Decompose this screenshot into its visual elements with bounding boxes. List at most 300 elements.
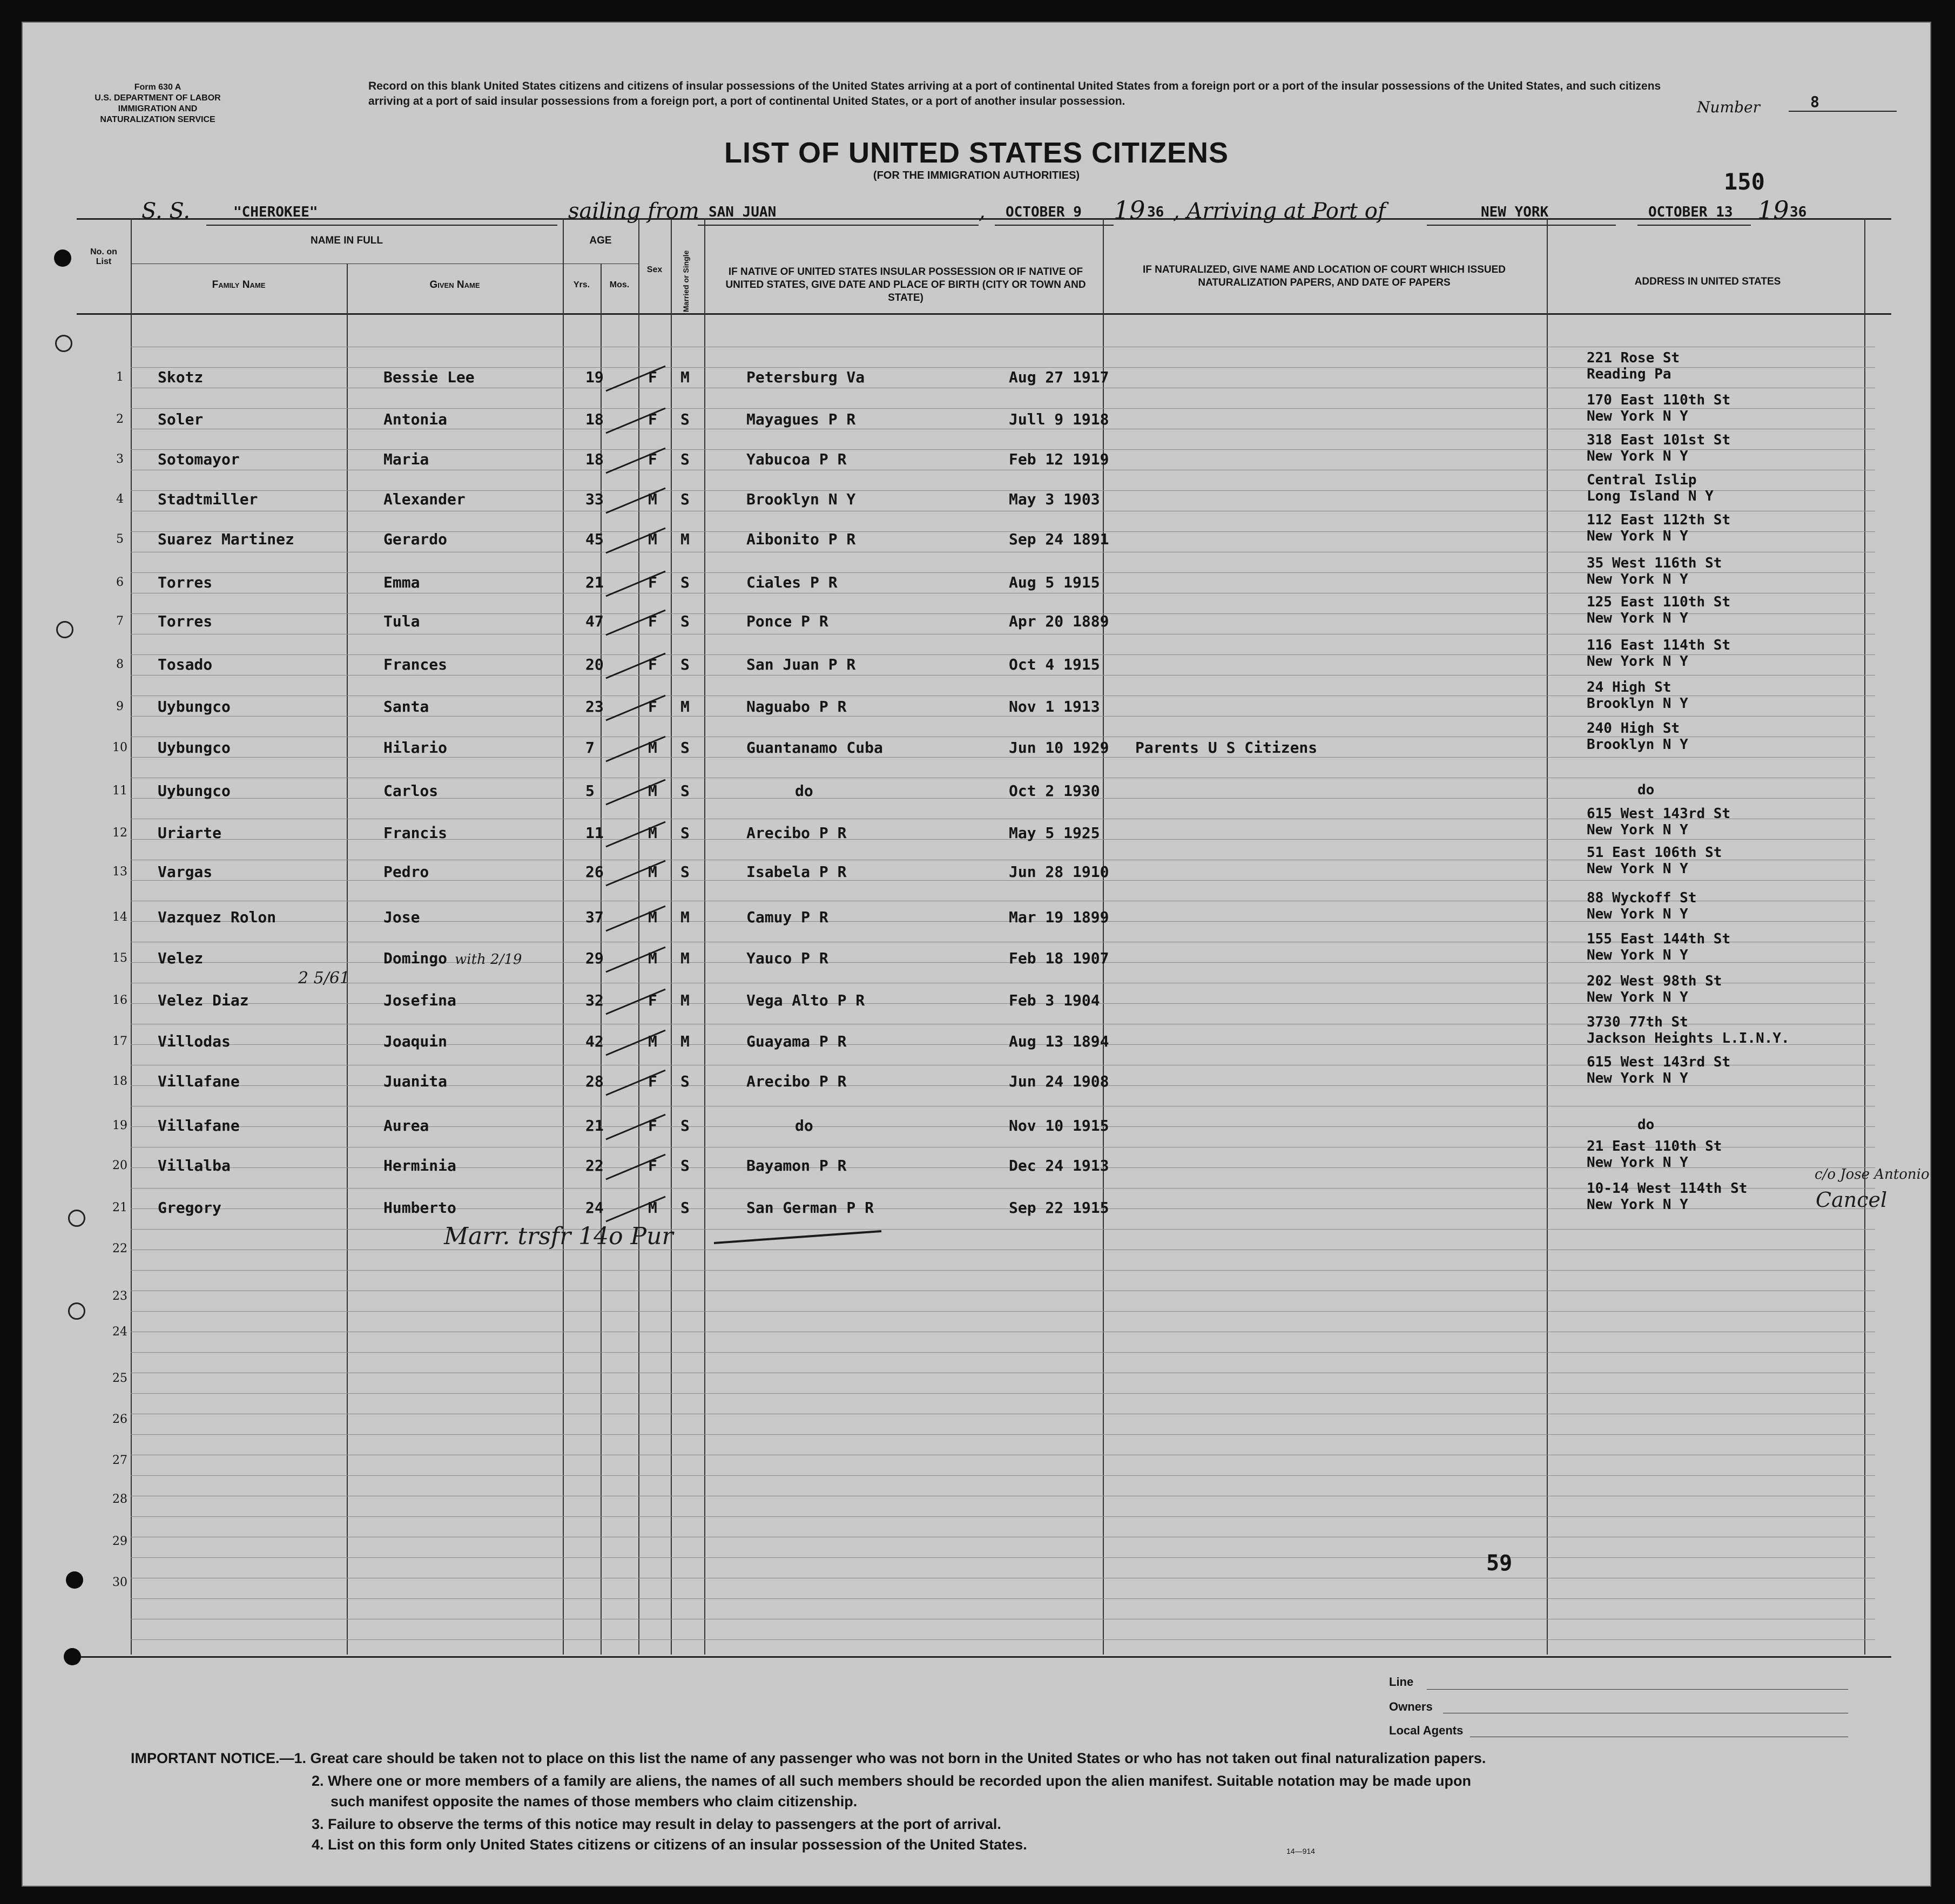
row-number: 27 xyxy=(112,1454,127,1467)
ruled-line xyxy=(131,675,1875,676)
departure-date: OCTOBER 9 xyxy=(1006,204,1082,220)
family-name-cell: Uybungco xyxy=(158,739,231,757)
age-cell: 21 xyxy=(585,1117,604,1135)
birth-date-cell: Jun 28 1910 xyxy=(1009,863,1109,881)
birthplace-cell: Mayagues P R xyxy=(746,410,856,428)
family-name-cell: Uybungco xyxy=(158,698,231,715)
sex-cell: F xyxy=(648,612,657,630)
marital-status-cell: S xyxy=(680,1117,690,1135)
tick-mark xyxy=(606,1030,665,1055)
birthplace-cell: Petersburg Va xyxy=(746,368,865,386)
given-name-cell: Gerardo xyxy=(383,530,448,548)
marital-status-cell: M xyxy=(680,949,690,967)
address-line2-cell: Brooklyn N Y xyxy=(1587,737,1688,753)
form-id-line: NATURALIZATION SERVICE xyxy=(100,115,215,124)
marital-status-cell: S xyxy=(680,450,690,468)
age-cell: 18 xyxy=(585,410,604,428)
marital-status-cell: S xyxy=(680,739,690,757)
birthplace-cell: Arecibo P R xyxy=(746,1072,847,1090)
intro-instructions: Record on this blank United States citizens and citizens of insular possessions of the United States arriving at a port of continental United States from a foreign port or a port of the insular possessions of the United States, and such citizens arriving at a port of said insular possessions from a foreign port, a port of continental United States, or a port of another insular possession. xyxy=(368,80,1661,107)
ss-label: S. S. xyxy=(141,199,191,224)
sex-cell: F xyxy=(648,450,657,468)
row-number: 13 xyxy=(112,865,127,879)
address-line2-cell: Long Island N Y xyxy=(1587,488,1714,504)
tick-mark xyxy=(606,653,665,678)
marital-status-cell: S xyxy=(680,1199,690,1217)
birth-date-cell: Aug 13 1894 xyxy=(1009,1032,1109,1050)
number-label: Number xyxy=(1697,98,1760,116)
page-subtitle: (FOR THE IMMIGRATION AUTHORITIES) xyxy=(873,170,1080,181)
sex-cell: F xyxy=(648,1117,657,1135)
ruled-line xyxy=(131,716,1875,717)
given-name-cell: Hilario xyxy=(383,739,448,757)
given-name-cell: Humberto xyxy=(383,1199,456,1217)
address-line1-cell: 10-14 West 114th St xyxy=(1587,1180,1748,1197)
birthplace-cell: do xyxy=(795,1117,813,1135)
form-id-line: U.S. DEPARTMENT OF LABOR xyxy=(95,93,221,103)
address-line2-cell: New York N Y xyxy=(1587,822,1688,838)
row-number: 6 xyxy=(116,576,124,589)
marital-status-cell: S xyxy=(680,656,690,673)
ruled-line xyxy=(131,1639,1875,1640)
birth-date-cell: Jun 10 1929 xyxy=(1009,739,1109,757)
address-line2-cell: New York N Y xyxy=(1587,861,1688,877)
col-header-naturalized: IF NATURALIZED, GIVE NAME AND LOCATION OF COURT WHICH ISSUED NATURALIZATION PAPERS, AND DATE OF PAPERS xyxy=(1142,264,1506,288)
given-name-cell: Tula xyxy=(383,612,420,630)
birthplace-cell: Bayamon P R xyxy=(746,1157,847,1174)
family-name-cell: Gregory xyxy=(158,1199,222,1217)
given-name-cell: Herminia xyxy=(383,1157,456,1174)
tick-mark xyxy=(606,528,665,553)
tick-mark xyxy=(606,1115,665,1139)
family-name-cell: Vargas xyxy=(158,863,213,881)
from-port: SAN JUAN xyxy=(709,204,777,220)
row-number: 7 xyxy=(116,615,124,628)
sex-cell: F xyxy=(648,1157,657,1174)
address-line2-cell: New York N Y xyxy=(1587,571,1688,588)
tick-mark xyxy=(606,571,665,596)
given-name-cell: Santa xyxy=(383,698,429,715)
given-name-cell: Juanita xyxy=(383,1072,448,1090)
punch-hole xyxy=(68,1210,85,1227)
col-header-birth: IF NATIVE OF UNITED STATES INSULAR POSSESSION OR IF NATIVE OF UNITED STATES, GIVE DATE AND PLACE OF BIRTH (CITY OR TOWN AND STATE) xyxy=(725,266,1086,303)
sex-cell: M xyxy=(648,782,657,800)
age-cell: 11 xyxy=(585,824,604,842)
given-name-cell: Francis xyxy=(383,824,448,842)
address-line1-cell: 21 East 110th St xyxy=(1587,1138,1722,1154)
birth-date-cell: Mar 19 1899 xyxy=(1009,908,1109,926)
address-line2-cell: New York N Y xyxy=(1587,528,1688,544)
birthplace-cell: Camuy P R xyxy=(746,908,828,926)
handwritten-note-row21-address: c/o Jose Antonio xyxy=(1815,1166,1930,1183)
address-line1-cell: 155 East 144th St xyxy=(1587,931,1731,947)
row-number: 9 xyxy=(116,700,124,713)
important-notice xyxy=(131,1748,1486,1768)
marital-status-cell: S xyxy=(680,490,690,508)
row-number: 5 xyxy=(116,532,124,546)
address-line1-cell: 35 West 116th St xyxy=(1587,555,1722,571)
col-header-address: ADDRESS IN UNITED STATES xyxy=(1634,276,1781,287)
col-header-family: Family Name xyxy=(212,279,266,291)
naturalization-cell: Parents U S Citizens xyxy=(1135,739,1318,757)
row-number: 20 xyxy=(112,1159,127,1172)
given-name-cell: Domingo xyxy=(383,949,448,967)
footer-owners-label: Owners xyxy=(1389,1700,1433,1713)
row-number: 4 xyxy=(116,492,124,506)
tick-mark xyxy=(606,488,665,513)
tick-mark xyxy=(606,696,665,720)
tick-mark xyxy=(606,448,665,473)
family-name-cell: Uybungco xyxy=(158,782,231,800)
birth-date-cell: Apr 20 1889 xyxy=(1009,612,1109,630)
family-name-cell: Torres xyxy=(158,612,213,630)
given-name-cell: Frances xyxy=(383,656,448,673)
row-number: 15 xyxy=(112,951,127,965)
address-line2-cell: Reading Pa xyxy=(1587,366,1671,382)
ruled-line xyxy=(131,1311,1875,1312)
tick-marks xyxy=(601,314,709,1232)
row-number: 24 xyxy=(112,1325,127,1339)
age-cell: 28 xyxy=(585,1072,604,1090)
address-line1-cell: 125 East 110th St xyxy=(1587,594,1731,610)
footer-line-label: Line xyxy=(1389,1675,1414,1689)
row-number: 16 xyxy=(112,994,127,1007)
age-cell: 5 xyxy=(585,782,595,800)
col-header-sex: Sex xyxy=(646,265,663,274)
address-line2-cell: New York N Y xyxy=(1587,1197,1688,1213)
row-number: 26 xyxy=(112,1413,127,1426)
address-line1-cell: 318 East 101st St xyxy=(1587,432,1731,448)
ruled-line xyxy=(131,1229,1875,1230)
handwritten-cancel: Cancel xyxy=(1816,1188,1887,1212)
col-header-age: AGE xyxy=(589,235,612,246)
notice-item: —1. Great care should be taken not to place on this list the name of any passenger who was not born in the United States or who has not taken out final naturalization papers. xyxy=(279,1750,1486,1766)
row-number: 12 xyxy=(112,826,127,840)
family-name-cell: Velez Diaz xyxy=(158,991,249,1009)
col-header-given: Given Name xyxy=(429,279,480,291)
age-cell: 24 xyxy=(585,1199,604,1217)
address-line1-cell: 202 West 98th St xyxy=(1587,973,1722,989)
row-number: 17 xyxy=(112,1035,127,1048)
comma: , xyxy=(979,199,986,224)
tick-mark xyxy=(606,737,665,761)
given-name-cell: Carlos xyxy=(383,782,439,800)
tick-mark xyxy=(606,610,665,635)
age-cell: 26 xyxy=(585,863,604,881)
age-cell: 47 xyxy=(585,612,604,630)
form-id-line: Form 630 A xyxy=(134,83,181,92)
address-line1-cell: Central Islip xyxy=(1587,472,1697,488)
family-name-cell: Sotomayor xyxy=(158,450,240,468)
birthplace-cell: Guayama P R xyxy=(746,1032,847,1050)
address-line1-cell: 51 East 106th St xyxy=(1587,845,1722,861)
address-line2-cell: New York N Y xyxy=(1587,1070,1688,1086)
sex-cell: M xyxy=(648,1199,657,1217)
address-line1-cell: do xyxy=(1637,782,1655,798)
row-number: 10 xyxy=(112,741,127,754)
row-number: 29 xyxy=(112,1535,127,1548)
punch-hole xyxy=(56,621,73,638)
family-name-cell: Villafane xyxy=(158,1072,240,1090)
sex-cell: M xyxy=(648,1032,657,1050)
notice-item: such manifest opposite the names of those members who claim citizenship. xyxy=(331,1793,858,1810)
sex-cell: F xyxy=(648,698,657,715)
birthplace-cell: San German P R xyxy=(746,1199,874,1217)
row-number: 8 xyxy=(116,658,124,671)
age-cell: 45 xyxy=(585,530,604,548)
age-cell: 7 xyxy=(585,739,595,757)
age-cell: 29 xyxy=(585,949,604,967)
arrival-year-prefix: 19 xyxy=(1757,195,1789,225)
tick-mark xyxy=(606,861,665,886)
address-line2-cell: New York N Y xyxy=(1587,906,1688,922)
given-name-cell: Joaquin xyxy=(383,1032,448,1050)
tick-mark xyxy=(606,822,665,847)
punch-hole xyxy=(66,1571,83,1589)
ruled-line xyxy=(131,1516,1875,1517)
age-cell: 42 xyxy=(585,1032,604,1050)
number-value: 8 xyxy=(1789,93,1897,112)
tick-mark xyxy=(606,906,665,931)
address-line1-cell: 170 East 110th St xyxy=(1587,392,1731,408)
stamp-number: 59 xyxy=(1486,1551,1513,1576)
row-number: 2 xyxy=(116,413,124,426)
row-number: 1 xyxy=(116,370,124,384)
address-line1-cell: 240 High St xyxy=(1587,720,1680,737)
row-number: 22 xyxy=(112,1242,127,1255)
address-line1-cell: 116 East 114th St xyxy=(1587,637,1731,653)
ruled-line xyxy=(131,757,1875,758)
col-header-married: Married or Single xyxy=(682,250,690,312)
address-line2-cell: New York N Y xyxy=(1587,448,1688,464)
address-line2-cell: New York N Y xyxy=(1587,610,1688,626)
address-line2-cell: Jackson Heights L.I.N.Y. xyxy=(1587,1030,1790,1046)
given-name-cell: Aurea xyxy=(383,1117,429,1135)
marital-status-cell: S xyxy=(680,612,690,630)
family-name-cell: Villodas xyxy=(158,1032,231,1050)
marital-status-cell: S xyxy=(680,1157,690,1174)
ruled-line xyxy=(131,1270,1875,1271)
col-header-mos: Mos. xyxy=(609,280,630,289)
row-number: 3 xyxy=(116,453,124,466)
birth-date-cell: Jull 9 1918 xyxy=(1009,410,1109,428)
tick-mark xyxy=(606,1154,665,1179)
departure-year: 36 xyxy=(1147,204,1164,220)
given-name-cell: Jose xyxy=(383,908,420,926)
ruled-line xyxy=(131,1434,1875,1435)
page-title: LIST OF UNITED STATES CITIZENS xyxy=(724,137,1229,169)
birth-date-cell: Nov 10 1915 xyxy=(1009,1117,1109,1135)
row-number: 11 xyxy=(112,784,127,798)
col-header-no: No. on List xyxy=(90,247,117,266)
address-line2-cell: New York N Y xyxy=(1587,653,1688,670)
row-number: 14 xyxy=(112,910,127,924)
marital-status-cell: M xyxy=(680,1032,690,1050)
sex-cell: M xyxy=(648,824,657,842)
birth-date-cell: Oct 4 1915 xyxy=(1009,656,1100,673)
ruled-line xyxy=(131,1598,1875,1599)
marital-status-cell: S xyxy=(680,1072,690,1090)
tick-mark xyxy=(606,1197,665,1221)
birth-date-cell: Jun 24 1908 xyxy=(1009,1072,1109,1090)
age-cell: 20 xyxy=(585,656,604,673)
marital-status-cell: M xyxy=(680,530,690,548)
birthplace-cell: Naguabo P R xyxy=(746,698,847,715)
birthplace-cell: Brooklyn N Y xyxy=(746,490,856,508)
marital-status-cell: M xyxy=(680,991,690,1009)
ruled-line xyxy=(131,1393,1875,1394)
marital-status-cell: M xyxy=(680,908,690,926)
row-number: 28 xyxy=(112,1493,127,1506)
sex-cell: F xyxy=(648,410,657,428)
birthplace-cell: Isabela P R xyxy=(746,863,847,881)
year-prefix: 19 xyxy=(1114,195,1145,225)
family-name-cell: Soler xyxy=(158,410,204,428)
birth-date-cell: Feb 3 1904 xyxy=(1009,991,1100,1009)
given-name-cell: Pedro xyxy=(383,863,429,881)
family-name-cell: Villalba xyxy=(158,1157,231,1174)
form-identifier xyxy=(60,82,255,125)
address-line2-cell: New York N Y xyxy=(1587,947,1688,963)
row-number: 21 xyxy=(112,1201,127,1214)
birth-date-cell: Feb 12 1919 xyxy=(1009,450,1109,468)
address-line1-cell: 615 West 143rd St xyxy=(1587,806,1731,822)
sex-cell: M xyxy=(648,530,657,548)
notice-item: 3. Failure to observe the terms of this notice may result in delay to passengers at the port of arrival. xyxy=(312,1816,1001,1832)
family-name-cell: Vazquez Rolon xyxy=(158,908,277,926)
punch-hole xyxy=(68,1302,85,1320)
row-number: 25 xyxy=(112,1372,127,1385)
age-cell: 33 xyxy=(585,490,604,508)
ruled-line xyxy=(131,1475,1875,1476)
punch-hole xyxy=(54,249,71,267)
birthplace-cell: Aibonito P R xyxy=(746,530,856,548)
address-line1-cell: 615 West 143rd St xyxy=(1587,1054,1731,1070)
tick-mark xyxy=(606,780,665,805)
birth-date-cell: Sep 24 1891 xyxy=(1009,530,1109,548)
address-line1-cell: 221 Rose St xyxy=(1587,350,1680,366)
ruled-line xyxy=(131,1557,1875,1558)
row-number: 23 xyxy=(112,1289,127,1303)
tick-mark xyxy=(606,408,665,433)
birthplace-cell: Vega Alto P R xyxy=(746,991,865,1009)
given-name-cell: Maria xyxy=(383,450,429,468)
punch-hole xyxy=(55,335,72,352)
age-cell: 32 xyxy=(585,991,604,1009)
handwritten-note-row22: Marr. trsfr 14o Pur xyxy=(444,1223,673,1250)
arrival-year: 36 xyxy=(1790,204,1807,220)
birthplace-cell: Arecibo P R xyxy=(746,824,847,842)
family-name-cell: Stadtmiller xyxy=(158,490,258,508)
given-name-cell: Emma xyxy=(383,573,420,591)
family-name-cell: Suarez Martinez xyxy=(158,530,294,548)
birthplace-cell: Yauco P R xyxy=(746,949,828,967)
handwritten-note-row16-given: with 2/19 xyxy=(455,951,522,968)
sex-cell: M xyxy=(648,949,657,967)
ship-name: "CHEROKEE" xyxy=(233,204,318,220)
marital-status-cell: S xyxy=(680,824,690,842)
birthplace-cell: do xyxy=(795,782,813,800)
sex-cell: F xyxy=(648,1072,657,1090)
sex-cell: M xyxy=(648,739,657,757)
family-name-cell: Tosado xyxy=(158,656,213,673)
age-cell: 18 xyxy=(585,450,604,468)
birth-date-cell: May 5 1925 xyxy=(1009,824,1100,842)
age-cell: 37 xyxy=(585,908,604,926)
tick-mark xyxy=(606,1070,665,1095)
birth-date-cell: Oct 2 1930 xyxy=(1009,782,1100,800)
address-line1-cell: 88 Wyckoff St xyxy=(1587,890,1697,906)
handwritten-stroke xyxy=(714,1227,887,1248)
footer-agents-label: Local Agents xyxy=(1389,1724,1464,1737)
address-line1-cell: do xyxy=(1637,1117,1655,1133)
birthplace-cell: Ciales P R xyxy=(746,573,838,591)
tick-mark xyxy=(606,989,665,1014)
address-line1-cell: 112 East 112th St xyxy=(1587,512,1731,528)
notice-heading: IMPORTANT NOTICE. xyxy=(131,1750,280,1766)
handwritten-note-row16-family: 2 5/61 xyxy=(298,969,350,988)
manifest-sheet xyxy=(22,22,1931,1887)
sex-cell: F xyxy=(648,656,657,673)
sailing-from-label: sailing from xyxy=(568,199,699,224)
form-id-line: IMMIGRATION AND xyxy=(118,104,198,113)
row-number: 18 xyxy=(112,1075,127,1088)
address-line2-cell: Brooklyn N Y xyxy=(1587,696,1688,712)
tick-mark xyxy=(606,366,665,391)
age-cell: 19 xyxy=(585,368,604,386)
marital-status-cell: S xyxy=(680,782,690,800)
given-name-cell: Alexander xyxy=(383,490,466,508)
sex-cell: M xyxy=(648,490,657,508)
punch-hole xyxy=(64,1648,81,1665)
arriving-label: , Arriving at Port of xyxy=(1173,199,1386,224)
sex-cell: F xyxy=(648,368,657,386)
age-cell: 21 xyxy=(585,573,604,591)
ruled-line xyxy=(131,1352,1875,1353)
col-header-yrs: Yrs. xyxy=(573,280,590,289)
birth-date-cell: May 3 1903 xyxy=(1009,490,1100,508)
marital-status-cell: M xyxy=(680,368,690,386)
address-line2-cell: New York N Y xyxy=(1587,1154,1688,1171)
address-line2-cell: New York N Y xyxy=(1587,408,1688,424)
birth-date-cell: Dec 24 1913 xyxy=(1009,1157,1109,1174)
address-line2-cell: New York N Y xyxy=(1587,989,1688,1005)
given-name-cell: Bessie Lee xyxy=(383,368,475,386)
sex-cell: F xyxy=(648,991,657,1009)
notice-item: 2. Where one or more members of a family are aliens, the names of all such members should be recorded upon the alien manifest. Suitable notation may be made upon xyxy=(312,1773,1472,1789)
marital-status-cell: S xyxy=(680,573,690,591)
family-name-cell: Skotz xyxy=(158,368,204,386)
sex-cell: M xyxy=(648,863,657,881)
marital-status-cell: S xyxy=(680,410,690,428)
age-cell: 22 xyxy=(585,1157,604,1174)
birth-date-cell: Feb 18 1907 xyxy=(1009,949,1109,967)
birthplace-cell: San Juan P R xyxy=(746,656,856,673)
birth-date-cell: Sep 22 1915 xyxy=(1009,1199,1109,1217)
page-number: 150 xyxy=(1724,168,1765,195)
given-name-cell: Antonia xyxy=(383,410,448,428)
birth-date-cell: Aug 5 1915 xyxy=(1009,573,1100,591)
marital-status-cell: M xyxy=(680,698,690,715)
sex-cell: M xyxy=(648,908,657,926)
family-name-cell: Torres xyxy=(158,573,213,591)
age-cell: 23 xyxy=(585,698,604,715)
row-number: 19 xyxy=(112,1119,127,1132)
family-name-cell: Uriarte xyxy=(158,824,222,842)
address-line1-cell: 3730 77th St xyxy=(1587,1014,1688,1030)
address-line1-cell: 24 High St xyxy=(1587,679,1671,696)
birthplace-cell: Guantanamo Cuba xyxy=(746,739,883,757)
